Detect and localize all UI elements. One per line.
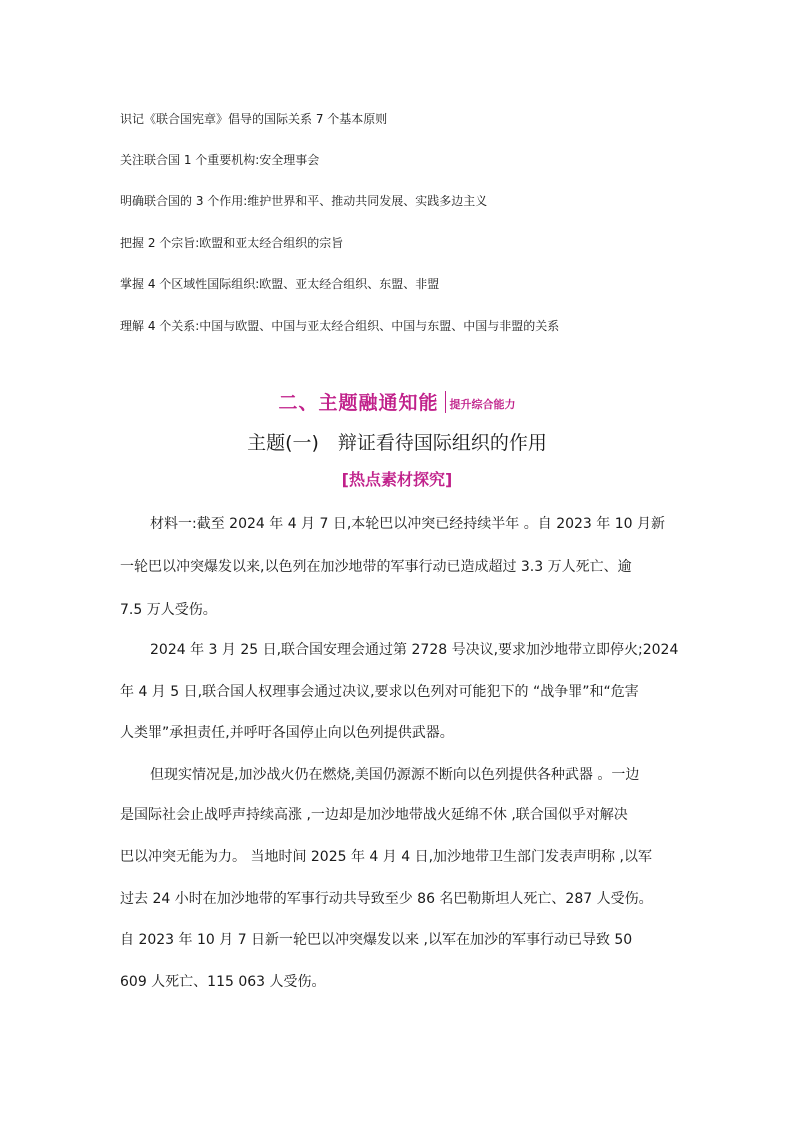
section-heading	[0, 388, 794, 415]
bullet-line-3: 明确联合国的 3 个作用:维护世界和平、推动共同发展、实践多边主义	[120, 194, 488, 208]
topic-title: 主题(一) 辩证看待国际组织的作用	[247, 432, 547, 454]
paragraph-1-line-3: 7.5 万人受伤。	[120, 602, 217, 618]
paragraph-1-line-2: 一轮巴以冲突爆发以来,以色列在加沙地带的军事行动已造成超过 3.3 万人死亡、逾	[120, 559, 632, 575]
bullet-line-1: 识记《联合国宪章》倡导的国际关系 7 个基本原则	[120, 112, 388, 126]
hot-material-label: [热点素材探究]	[341, 470, 453, 489]
paragraph-2-line-3: 人类罪”承担责任,并呼吁各国停止向以色列提供武器。	[120, 725, 454, 741]
bullet-line-4: 把握 2 个宗旨:欧盟和亚太经合组织的宗旨	[120, 236, 344, 250]
paragraph-3-line-5: 自 2023 年 10 月 7 日新一轮巴以冲突爆发以来 ,以军在加沙的军事行动已导致 50	[120, 932, 633, 948]
paragraph-2-line-2: 年 4 月 5 日,联合国人权理事会通过决议,要求以色列对可能犯下的 “战争罪”和“危害	[120, 684, 639, 700]
paragraph-3-line-4: 过去 24 小时在加沙地带的军事行动共导致至少 86 名巴勒斯坦人死亡、287 人受伤。	[120, 891, 653, 907]
paragraph-3-line-1: 但现实情况是,加沙战火仍在燃烧,美国仍源源不断向以色列提供各种武器 。一边	[150, 767, 640, 783]
paragraph-3-line-3: 巴以冲突无能为力。 当地时间 2025 年 4 月 4 日,加沙地带卫生部门发表声明称 ,以军	[120, 849, 652, 865]
bullet-line-2: 关注联合国 1 个重要机构:安全理事会	[120, 153, 320, 167]
section-divider	[445, 391, 446, 413]
section-title: 二、主题融通知能	[278, 392, 439, 414]
bullet-line-6: 理解 4 个关系:中国与欧盟、中国与亚太经合组织、中国与东盟、中国与非盟的关系	[120, 319, 560, 333]
paragraph-1-line-1: 材料一:截至 2024 年 4 月 7 日,本轮巴以冲突已经持续半年 。自 2023 年 10 月新	[150, 516, 666, 532]
paragraph-3-line-2: 是国际社会止战呼声持续高涨 ,一边却是加沙地带战火延绵不休 ,联合国似乎对解决	[120, 807, 628, 823]
paragraph-3-line-6: 609 人死亡、115 063 人受伤。	[120, 974, 326, 990]
section-subtitle: 提升综合能力	[449, 397, 516, 411]
bullet-line-5: 掌握 4 个区域性国际组织:欧盟、亚太经合组织、东盟、非盟	[120, 277, 440, 291]
paragraph-2-line-1: 2024 年 3 月 25 日,联合国安理会通过第 2728 号决议,要求加沙地带立即停火;2024	[150, 642, 679, 658]
